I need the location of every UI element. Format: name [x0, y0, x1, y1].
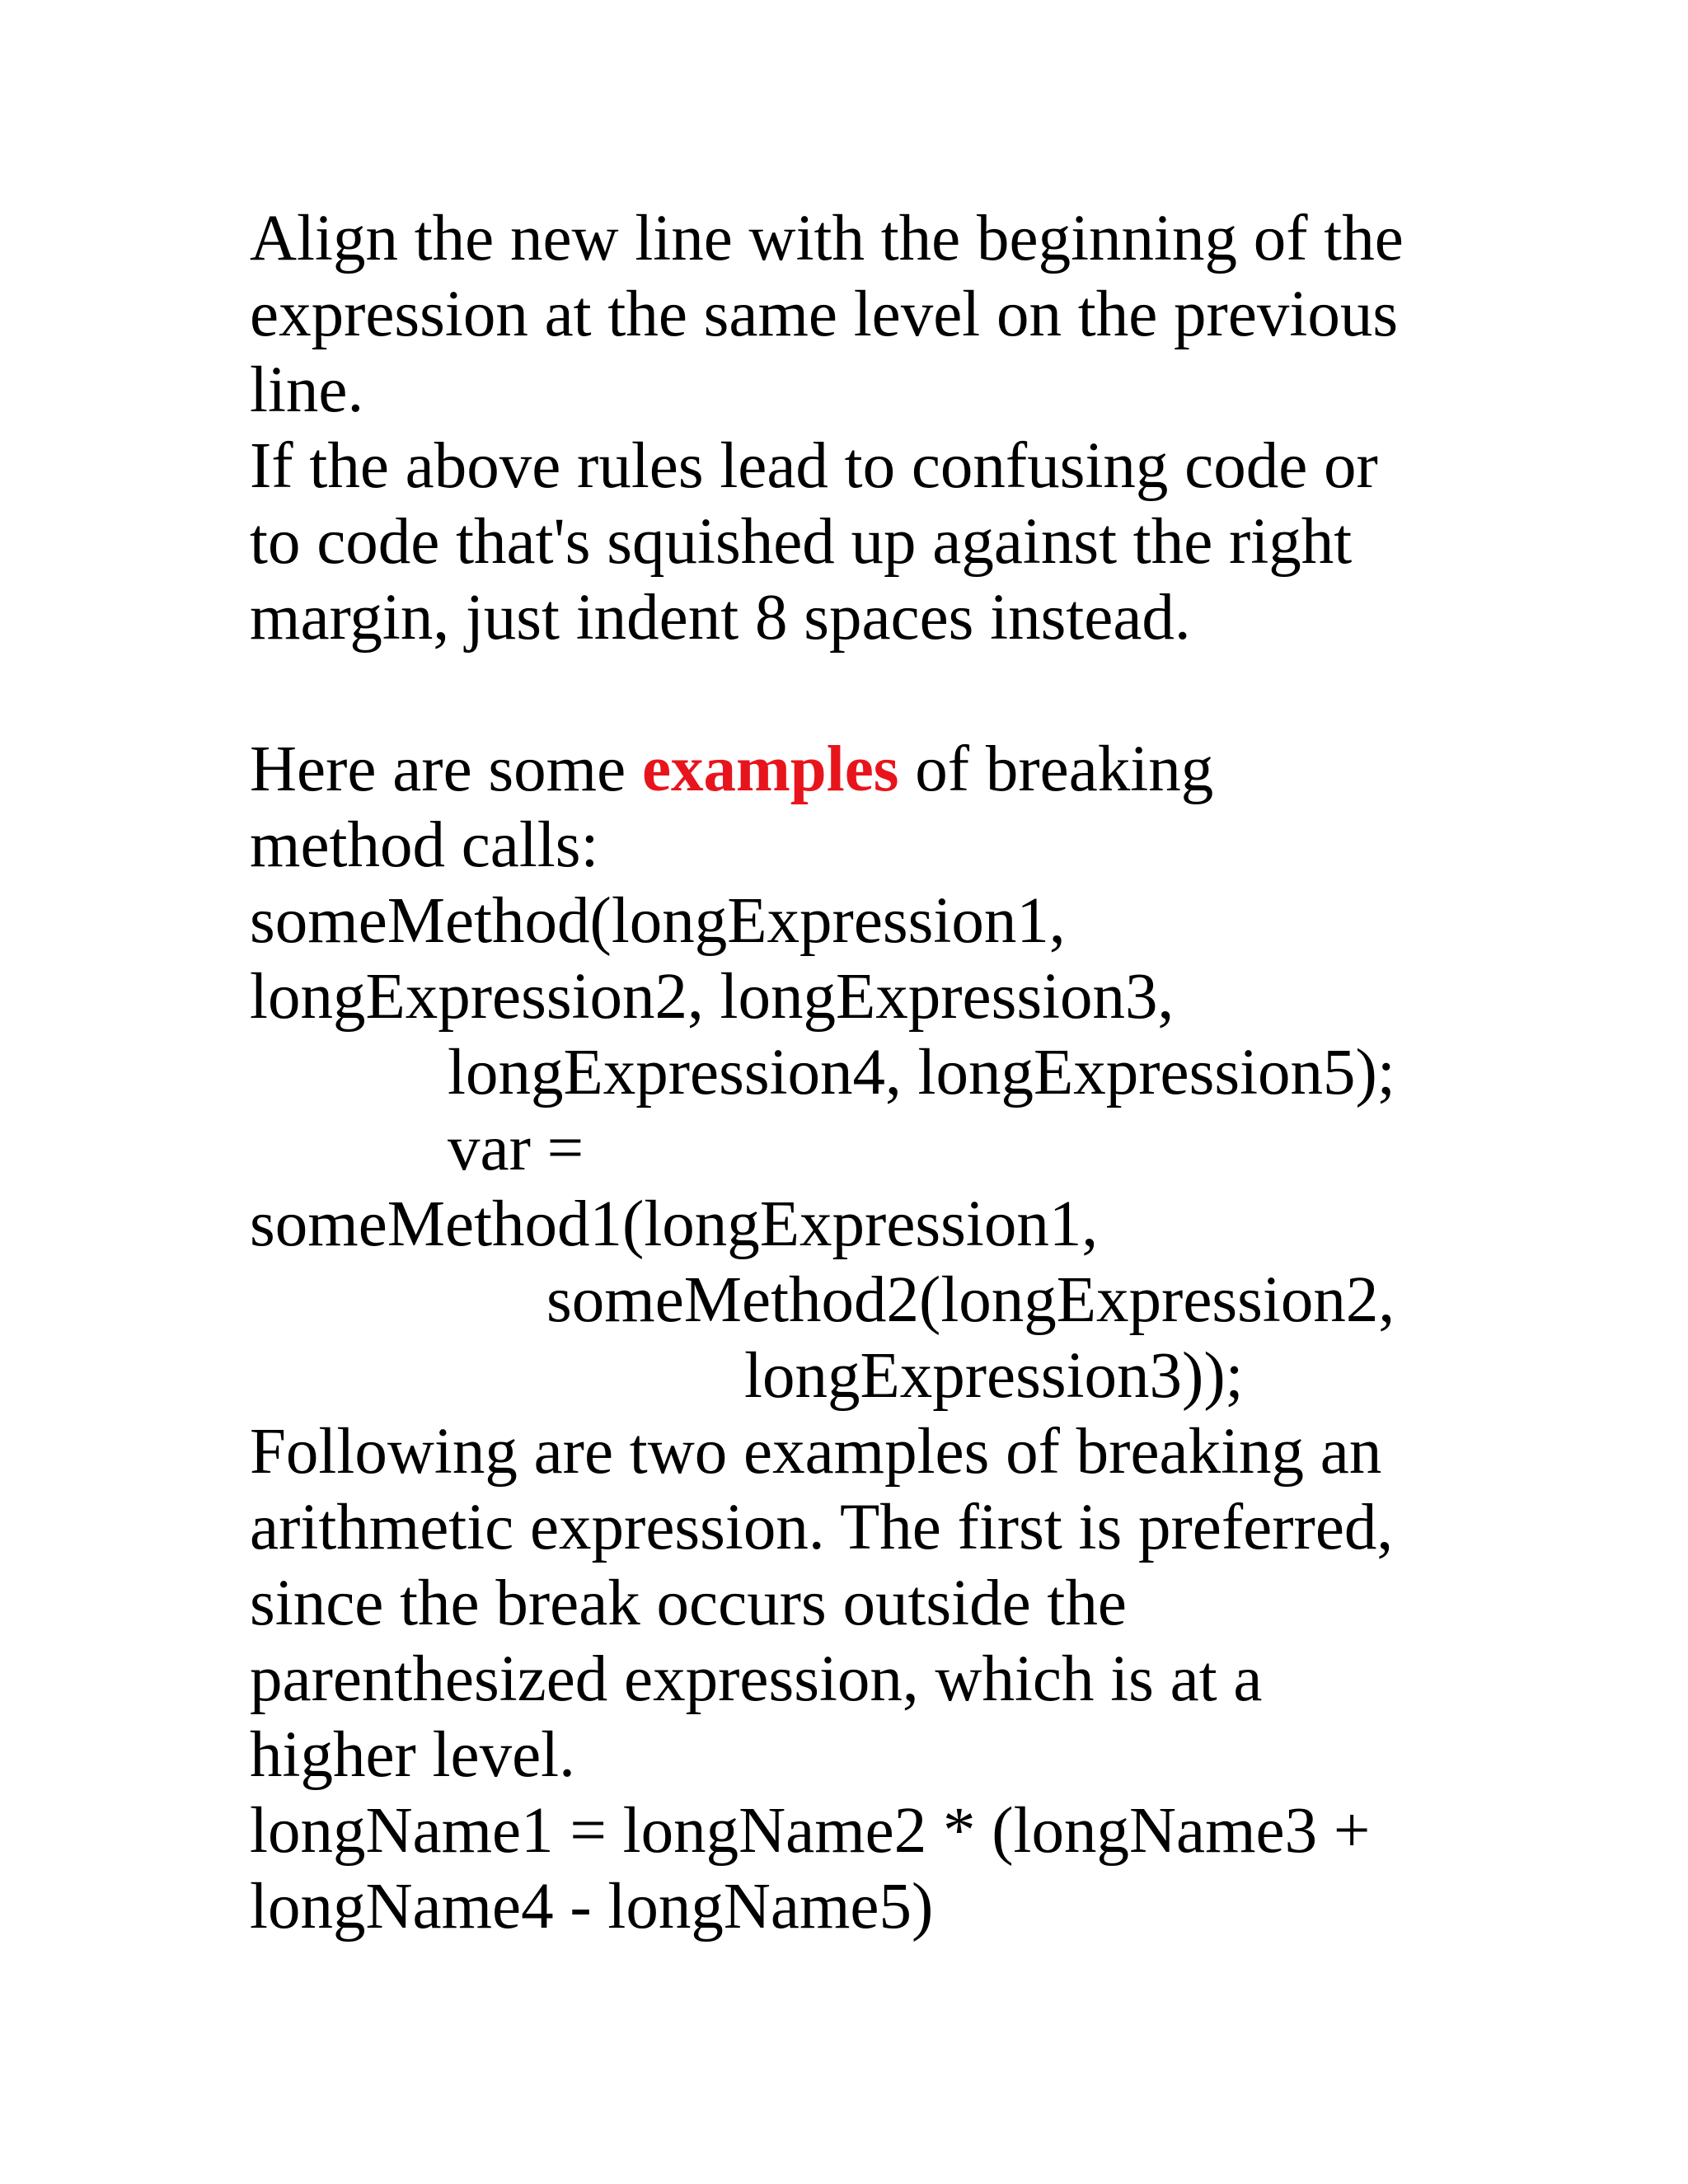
paragraph-line: line. [250, 354, 364, 426]
paragraph-line: higher level. [250, 1719, 575, 1791]
code-line: var = [448, 1113, 584, 1184]
paragraph-line: If the above rules lead to confusing code or [250, 430, 1378, 502]
code-line: longName1 = longName2 * (longName3 + [250, 1795, 1371, 1867]
highlighted-word: examples [641, 733, 899, 805]
paragraph-line: expression at the same level on the previous [250, 279, 1399, 350]
paragraph-line: parenthesized expression, which is at a [250, 1643, 1263, 1715]
code-line: longName4 - longName5) [250, 1871, 934, 1943]
code-line: longExpression3)); [744, 1340, 1244, 1412]
code-line: someMethod2(longExpression2, [546, 1264, 1395, 1336]
paragraph-line: method calls: [250, 809, 599, 881]
intro-text-after: of breaking [898, 733, 1214, 805]
code-line: longExpression4, longExpression5); [448, 1037, 1395, 1108]
paragraph-line: Align the new line with the beginning of the [250, 203, 1404, 274]
paragraph-line: arithmetic expression. The first is preferred, [250, 1492, 1394, 1563]
examples-intro-line [250, 732, 1213, 808]
code-line: someMethod1(longExpression1, [250, 1188, 1099, 1260]
code-line: someMethod(longExpression1, [250, 885, 1066, 957]
paragraph-line: since the break occurs outside the [250, 1568, 1127, 1639]
code-line: longExpression2, longExpression3, [250, 961, 1175, 1033]
paragraph-line: to code that's squished up against the right [250, 506, 1353, 578]
intro-text-before: Here are some [250, 733, 642, 805]
paragraph-line: Following are two examples of breaking an [250, 1416, 1382, 1488]
paragraph-line: margin, just indent 8 spaces instead. [250, 582, 1191, 654]
